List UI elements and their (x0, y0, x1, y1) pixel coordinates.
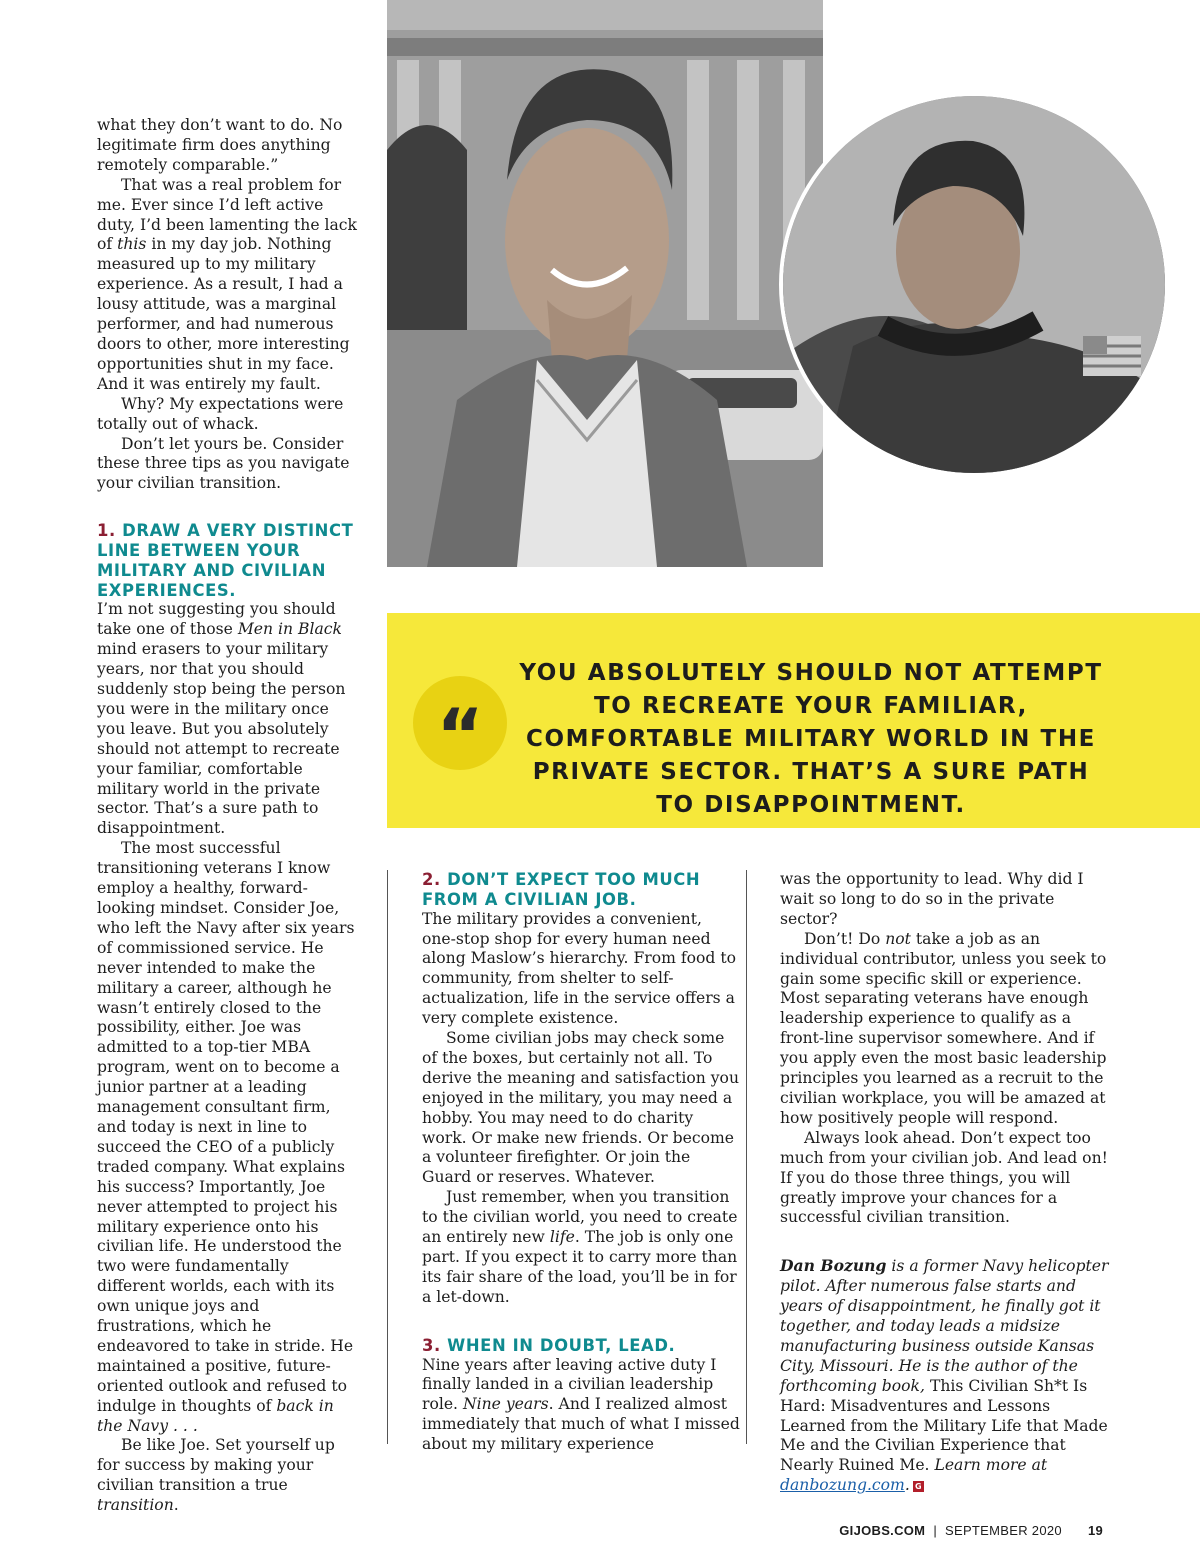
emphasis: Men in Black (237, 620, 342, 639)
heading-text: DRAW A VERY DISTINCT LINE BETWEEN YOUR MILITARY AND CIVILIAN EXPERIENCES. (97, 521, 354, 600)
emphasis: life (549, 1228, 575, 1247)
footer-site: GIJOBS.COM (839, 1523, 926, 1538)
text-run: The most successful transitioning veterans I know employ a healthy, forward-looking mindset. Consider Joe, who left the Navy after six years of commissioned service. He never intended to make the military a career, although he wasn’t entirely closed to the possibility, either. Joe was admitted to a top-tier MBA program, went on to become a junior partner at a leading management consultant firm, and today is next in line to succeed the CEO of a publicly traded company. What explains his success? Importantly, Joe never attempted to project his military experience onto his civilian life. He understood the two were fundamentally different worlds, each with its own unique joys and frustrations, which he endeavored to take in stride. He maintained a positive, future-oriented outlook and refused to indulge in thoughts of (97, 839, 355, 1415)
paragraph (422, 1188, 740, 1307)
author-bio (780, 1256, 1110, 1496)
page-number: 19 (1087, 1523, 1103, 1538)
text-run: Don’t! Do (804, 929, 886, 948)
text-run: . (904, 1476, 910, 1495)
page-footer (839, 1523, 1103, 1538)
text-run: . And I realized almost immediately that much of what I missed about my military experience (422, 1395, 740, 1454)
column-divider (746, 870, 747, 1444)
text-run: I’m not suggesting you should take one of those (97, 600, 336, 639)
text-run: Just remember, when you transition to the civilian world, you need to create an entirely new (422, 1188, 738, 1247)
quote-mark-icon: “ (436, 693, 484, 777)
article-column-3 (780, 870, 1110, 1496)
inset-photo-illustration (783, 96, 1165, 473)
inset-photo (779, 92, 1169, 477)
paragraph (97, 1436, 359, 1516)
author-website-link[interactable]: danbozung.com (780, 1476, 905, 1495)
section-heading-2 (422, 870, 740, 910)
heading-text: DON’T EXPECT TOO MUCH FROM A CIVILIAN JOB. (422, 870, 701, 909)
emphasis: transition (97, 1496, 174, 1515)
text-run: take a job as an individual contributor, unless you seek to gain some specific skill or experience. Most separating veterans have enough leadership experience to qualify as a front-line supervisor somewhere. And if you apply even the most basic leadership principles you learned as a recruit to the civilian workplace, you will be amazed at how positively people will respond. (780, 929, 1107, 1127)
footer-separator: | (933, 1523, 938, 1538)
heading-text: WHEN IN DOUBT, LEAD. (447, 1335, 676, 1355)
section-heading-1 (97, 521, 359, 600)
paragraph: Some civilian jobs may check some of the boxes, but certainly not all. To derive the meaning and satisfaction you enjoyed in the military, you may need a hobby. You may need to do charity work. Or make new friends. Or become a volunteer firefighter. Or join the Guard or reserves. Whatever. (422, 1029, 739, 1187)
emphasis: back in the Navy . . . (97, 1396, 334, 1435)
article-column-2 (422, 870, 740, 1455)
text-run: Be like Joe. Set yourself up for success by making your civilian transition a true (97, 1436, 335, 1495)
paragraph: Why? My expectations were totally out of whack. (97, 394, 344, 433)
article-column-1 (97, 116, 359, 1516)
footer-issue: SEPTEMBER 2020 (945, 1523, 1062, 1538)
emphasis: this (117, 235, 147, 254)
paragraph: what they don’t want to do. No legitimate firm does anything remotely comparable.” (97, 116, 343, 174)
main-photo-illustration (387, 0, 823, 567)
text-run: Nine years after leaving active duty I finally landed in a civilian leadership role. (422, 1355, 717, 1414)
author-name: Dan Bozung (780, 1256, 887, 1276)
paragraph: The military provides a convenient, one-stop shop for every human need along Maslow’s hierarchy. From food to community, from shelter to self-actualization, life in the service offers a very complete existence. (422, 909, 736, 1028)
paragraph (97, 600, 359, 839)
text-run: is a former Navy helicopter pilot. After numerous false starts and years of disappointment, he finally got it together, and today leads a midsize manufacturing business outside Kansas City, Missouri. He is the author of the forthcoming book, (780, 1257, 1109, 1395)
paragraph (97, 176, 359, 395)
text-run: That was a real problem for me. Ever since I’d left active duty, I’d been lamenting the lack of (97, 175, 357, 254)
paragraph: Always look ahead. Don’t expect too much from your civilian job. And lead on! If you do those three things, you will greatly improve your chances for a successful civilian transition. (780, 1128, 1108, 1227)
quote-icon-circle (413, 676, 507, 777)
text-run: . (173, 1496, 179, 1515)
end-of-article-icon: G (913, 1481, 924, 1492)
heading-number: 3. (422, 1335, 441, 1355)
paragraph (780, 930, 1110, 1129)
text-run: . The job is only one part. If you expect it to carry more than its fair share of the load, you’ll be in for a let-down. (422, 1228, 738, 1306)
section-heading-3 (422, 1336, 740, 1356)
book-title: This Civilian Sh*t Is Hard: Misadventures and Lessons Learned from the Military Life that Made Me and the Civilian Experience that Nearly Ruined Me. (780, 1376, 1108, 1475)
column-divider (387, 870, 388, 1444)
pull-quote (387, 613, 1200, 828)
inset-photo-image (783, 96, 1165, 473)
text-run: mind erasers to your military years, nor that you should suddenly stop being the person you were in the military once you leave. But you absolutely should not attempt to recreate your familiar, comfortable military world in the private sector. That’s a sure path to disappointment. (97, 640, 346, 838)
paragraph (422, 1356, 740, 1456)
paragraph: was the opportunity to lead. Why did I wait so long to do so in the private sector? (780, 870, 1084, 928)
paragraph: Don’t let yours be. Consider these three tips as you navigate your civilian transition. (97, 434, 350, 493)
emphasis: Nine years (462, 1395, 549, 1414)
heading-number: 2. (422, 870, 441, 889)
emphasis: not (885, 929, 911, 948)
pull-quote-text: YOU ABSOLUTELY SHOULD NOT ATTEMPT TO RECREATE YOUR FAMILIAR, COMFORTABLE MILITARY WORLD IN THE PRIVATE SECTOR. THAT’S A SURE PATH TO DISAPPOINTMENT. (519, 660, 1103, 818)
main-photo (387, 0, 823, 567)
text-run: Learn more at (929, 1456, 1048, 1475)
heading-number: 1. (97, 521, 116, 541)
paragraph (97, 839, 359, 1436)
text-run: in my day job. Nothing measured up to my military experience. As a result, I had a lousy attitude, was a marginal performer, and had numerous doors to other, more interesting opportunities shut in my face. And it was entirely my fault. (97, 235, 350, 393)
